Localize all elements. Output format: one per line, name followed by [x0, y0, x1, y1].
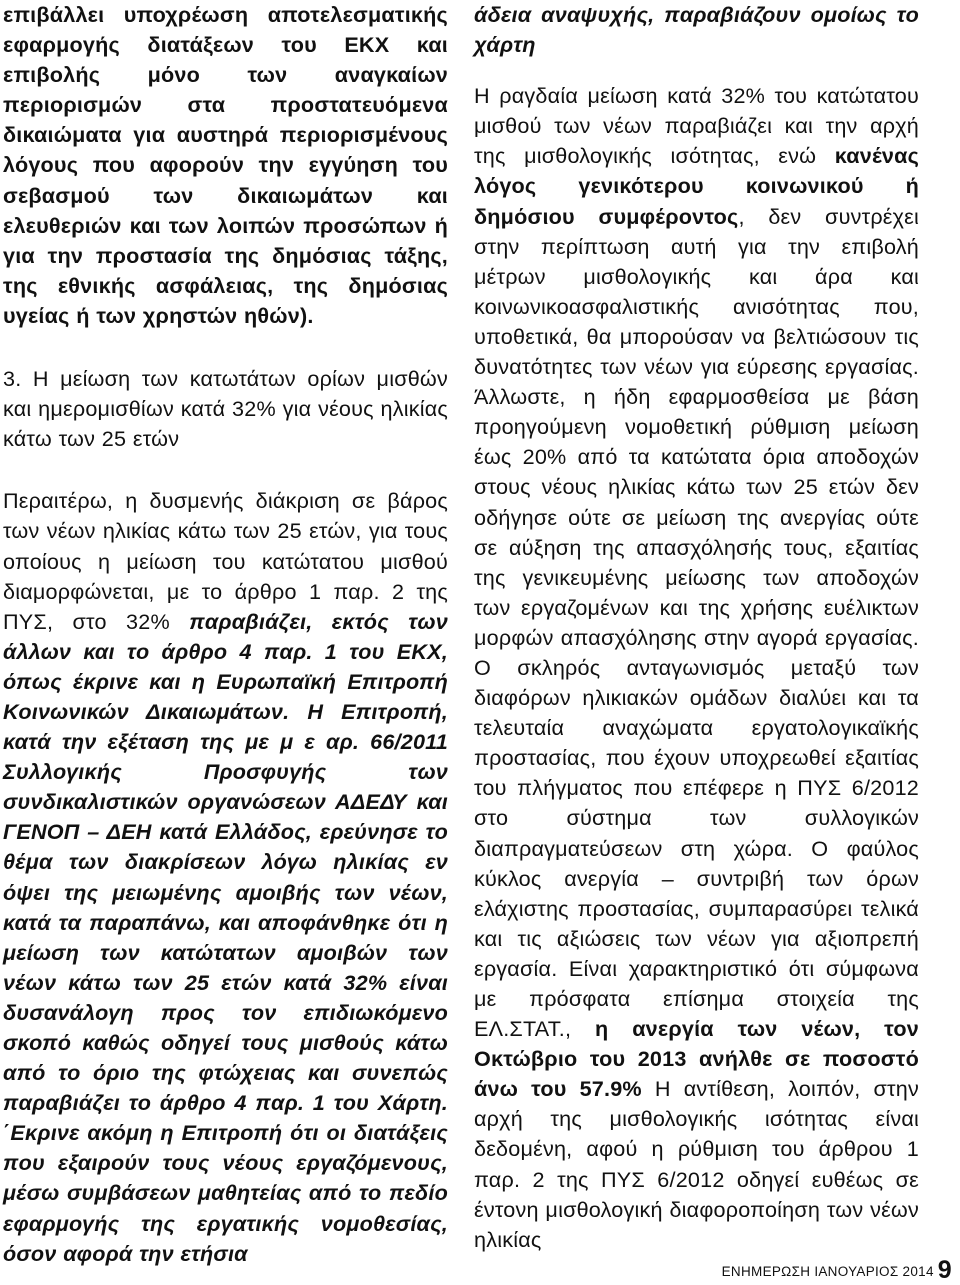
page-footer — [722, 1256, 952, 1285]
paragraph-wage-equality — [474, 81, 919, 1255]
text-segment: Η ραγδαία μείωση κατά 32% του κατώτατου μισθού των νέων παραβιάζει και την αρχή της μισθολογικής ισότητας, ενώ — [474, 83, 919, 169]
page-number: 9 — [937, 1256, 952, 1284]
text-segment: Η αντίθεση, λοιπόν, στην αρχή της μισθολογικής ισότητας είναι δεδομένη, αφού η ρύθμιση του άρθρου 1 παρ. 2 της ΠΥΣ 6/2012 οδηγεί ευθέως σε έντονη μισθολογική διαφοροποίηση των νέων ηλικίας — [474, 1076, 919, 1252]
bold-text-segment: κανένας λόγος γενικότερου κοινωνικού ή δημόσιου συμφέροντος — [474, 143, 919, 229]
paragraph-emphasis-text: παραβιάζει, εκτός των άλλων και το άρθρο 4 παρ. 1 του ΕΚΧ, όπως έκρινε και η Ευρωπαϊκή Επιτροπή Κοινωνικών Δικαιωμάτων. Η Επιτροπή, κατά την εξέταση της με μ ε αρ. 66/2011 Συλλογικής Προσφυγής των συνδικαλιστικών οργανώσεων ΑΔΕΔΥ και ΓΕΝΟΠ – ΔΕΗ κατά Ελλάδος, ερεύνησε το θέμα των διακρίσεων λόγω ηλικίας εν όψει της μειωμένης αμοιβής των νέων, κατά τα παραπάνω, και αποφάνθηκε ότι η μείωση των κατώτατων αμοιβών των νέων κάτω των 25 ετών κατά 32% είναι δυσανάλογη προς τον επιδιωκόμενο σκοπό καθώς οδηγεί τους μισθούς κάτω από το όριο της φτώχειας και συνεπώς παραβιάζει το άρθρο 4 παρ. 1 του Χάρτη. ΄Εκρινε ακόμη η Επιτροπή ότι οι διατάξεις που εξαιρούν τους νέους εργαζόμενους, μέσω συμβάσεων μαθητείας από το πεδίο εφαρμογής της εργατικής νομοθεσίας, όσον αφορά την ετήσια — [3, 608, 448, 1266]
paragraph-continuation: άδεια αναψυχής, παραβιάζουν ομοίως το χάρτη — [474, 2, 919, 58]
paragraph-age-discrimination — [3, 486, 448, 1268]
text-segment: , δεν συντρέχει στην περίπτωση αυτή για την επιβολή μέτρων μισθολογικής και άρα και κοινωνικοασφαλιστικής ανισότητας που, υποθετικά, θα μπορούσαν να βελτιώσουν τις δυνατότητες των νέων για εύρεσης εργασίας. Άλλωστε, η ήδη εφαρμοσθείσα με βάση προηγούμενη νομοθετική ρύθμιση μείωση έως 20% από τα κατώτατα όρια αποδοχών στους νέους ηλικίας κάτω των 25 ετών δεν οδήγησε ούτε σε μείωση της ανεργίας ούτε σε αύξηση της απασχόλησής τους, εξαιτίας της γενικευμένης μείωσης των αποδοχών των εργαζομένων και της χρήσης ευέλικτων μορφών απασχόλησης στην αγορά εργασίας. Ο σκληρός ανταγωνισμός μεταξύ των διαφόρων ηλικιακών ομάδων διαλύει και τα τελευταία αναχώματα εργατολογικαϊκής προστασίας, που έχουν υποχρεωθεί εξαιτίας του πλήγματος που επέφερε η ΠΥΣ 6/2012 στο σύστημα των συλλογικών διαπραγματεύσεων στη χώρα. Ο φαύλος κύκλος ανεργία – συντριβή των όρων ελάχιστης προστασίας, συμπαρασύρει τελικά και τις αξιώσεις των νέων για αξιοπρεπή εργασία. Είναι χαρακτηριστικό ότι σύμφωνα με πρόσφατα επίσημα στοιχεία της ΕΛ.ΣΤΑΤ., — [474, 203, 919, 1042]
footer-label: ΕΝΗΜΕΡΩΣΗ ΙΑΝΟΥΑΡΙΟΣ 2014 — [721, 1264, 934, 1279]
right-column — [474, 0, 919, 1255]
paragraph-rights-restrictions: επιβάλλει υποχρέωση αποτελεσματικής εφαρμογής διατάξεων του ΕΚΧ και επιβολής μόνο των αναγκαίων περιορισμών στα προστατευόμενα δικαιώματα για αυστηρά περιορισμένους λόγους που αφορούν την εγγύηση του σεβασμού των δικαιωμάτων και ελευθεριών και των λοιπών προσώπων ή για την προστασία της δημόσιας τάξης, της εθνικής ασφάλειας, της δημόσιας υγείας ή των χρηστών ηθών). — [3, 2, 448, 328]
section-heading-wage-cut: 3. Η μείωση των κατωτάτων ορίων μισθών και ημερομισθίων κατά 32% για νέους ηλικίας κάτω των 25 ετών — [3, 366, 448, 452]
paragraph-plain-text: Περαιτέρω, η δυσμενής διάκριση σε βάρος των νέων ηλικίας κάτω των 25 ετών, για τους οποίους η μείωση του κατώτατου μισθού διαμορφώνεται, με το άρθρο 1 παρ. 2 της ΠΥΣ, στο 32% — [3, 488, 448, 634]
bold-unemployment-stat: η ανεργία των νέων, τον Οκτώβριο του 2013 ανήλθε σε ποσοστό άνω του 57.9% — [474, 1016, 919, 1102]
left-column — [3, 0, 448, 1269]
